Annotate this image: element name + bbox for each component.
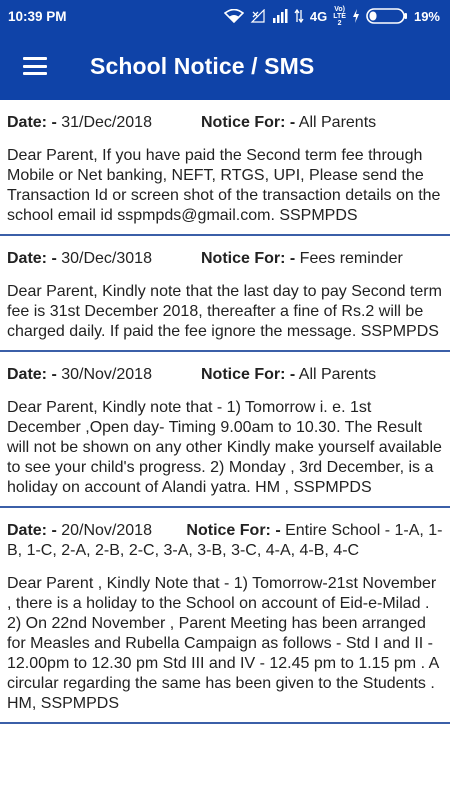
notice-card[interactable] [0,236,450,352]
notice-body: Dear Parent, Kindly note that - 1) Tomorrow i. e. 1st December ,Open day- Timing 9.00am to 10.30. The Result will not be shown on any other Kindly make yourself available to see your child's progress. 2) Monday , 3rd December, is a holiday on account of Alandi yatra. HM , SSPMPDS [7,399,442,496]
notice-date: Date: - 30/Nov/2018 [7,366,152,383]
notice-card[interactable] [0,352,450,508]
volte-indicator: Vo) LTE 2 [333,5,346,27]
notice-card[interactable] [0,100,450,236]
notice-for: Notice For: - All Parents [201,366,377,383]
network-type: 4G [309,8,328,24]
signal-muted-icon [250,9,266,23]
notice-header [7,100,444,142]
notice-date: Date: - 30/Dec/3018 [7,250,152,267]
notice-for: Notice For: - All Parents [201,114,377,131]
notice-body: Dear Parent, Kindly note that the last day to pay Second term fee is 31st December 2018, thereafter a fine of Rs.2 will be charged daily. If paid the fee ignore the message. SSPMPDS [7,283,442,340]
battery-percent: 19% [413,8,440,24]
notice-date: Date: - 20/Nov/2018 [7,522,152,539]
notice-list[interactable] [0,100,450,800]
data-arrows-icon [294,9,304,23]
app-bar [0,32,450,100]
notice-card[interactable] [0,508,450,724]
notice-body: Dear Parent , Kindly Note that - 1) Tomorrow-21st November , there is a holiday to the School on account of Eid-e-Milad . 2) On 22nd November , Parent Meeting has been arranged for Measles and Rubella Campaign as follows - Std I and II - 12.00pm to 12.30 pm Std III and IV - 12.45 pm to 1.15 pm . A circular regarding the same has been given to the Students . HM, SSPMPDS [7,575,439,712]
charging-icon [352,9,360,23]
battery-icon [366,8,408,24]
page-title: School Notice / SMS [90,52,315,79]
notice-header [7,352,444,394]
status-icons [224,6,440,27]
wifi-icon [224,9,244,23]
notice-body: Dear Parent, If you have paid the Second term fee through Mobile or Net banking, NEFT, RTGS, UPI, Please send the Transaction Id or screen shot of the transaction details on the school email id sspmpds@gmail.com. SSPMPDS [7,147,441,224]
status-bar [0,0,450,32]
notice-for: Notice For: - Fees reminder [201,250,403,267]
notice-for: Notice For: - Entire School - 1-A, 1-B, 1-C, 2-A, 2-B, 2-C, 3-A, 3-B, 3-C, 4-A, 4-B, 4-C [7,522,443,559]
status-time: 10:39 PM [8,8,67,24]
hamburger-menu-icon [23,57,47,75]
notice-header [7,508,444,570]
notice-header [7,236,444,278]
notice-date: Date: - 31/Dec/2018 [7,114,152,131]
signal-bars-icon [272,9,288,23]
menu-button[interactable] [0,32,70,100]
